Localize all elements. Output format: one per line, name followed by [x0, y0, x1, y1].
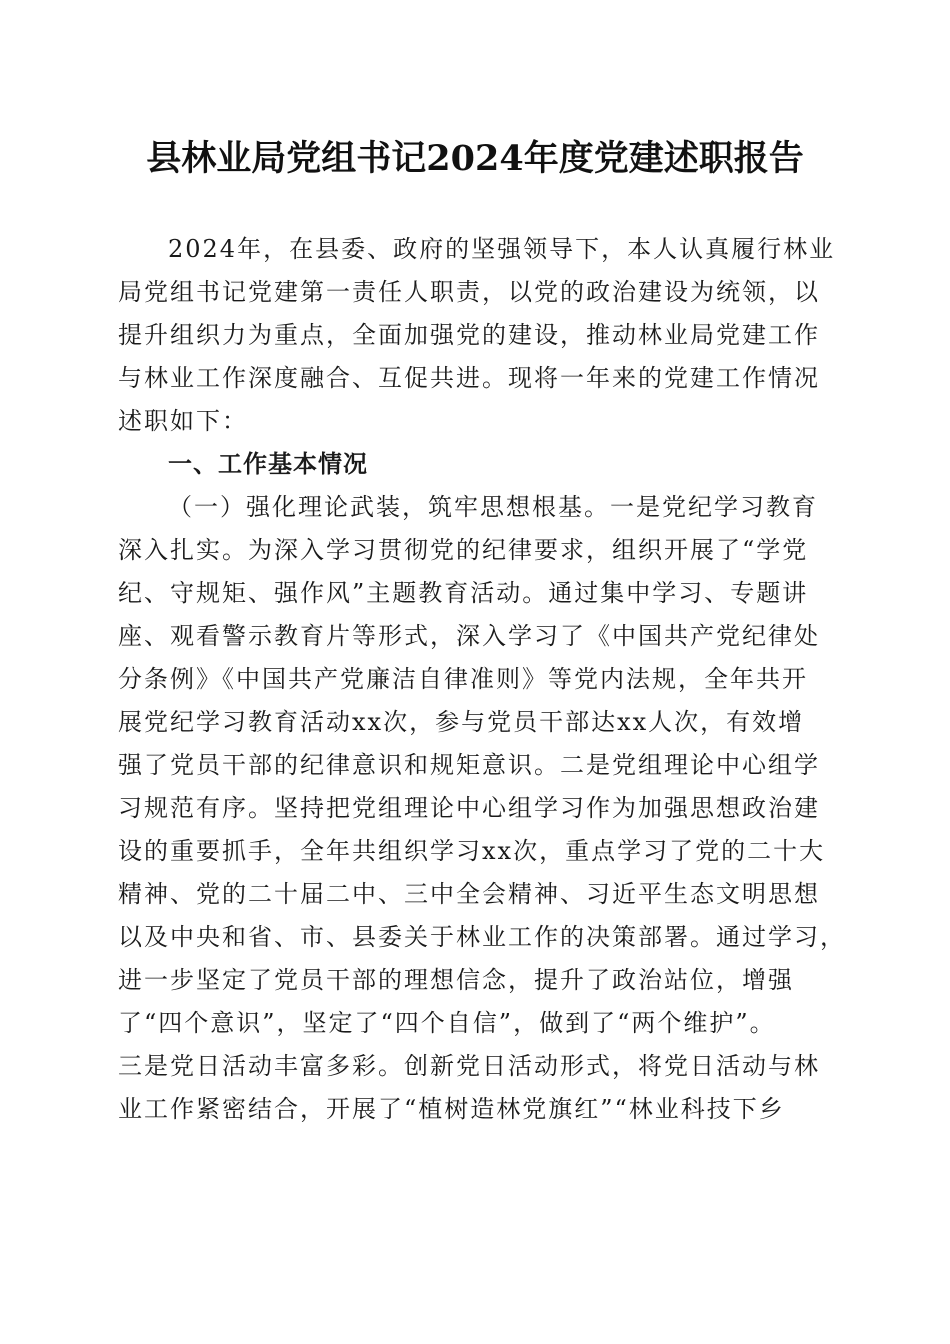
paragraph-line: 业工作紧密结合，开展了“植树造林党旗红”“林业科技下乡 [118, 1095, 785, 1123]
paragraph-line: 进一步坚定了党员干部的理想信念，提升了政治站位，增强 [118, 966, 794, 994]
section-heading: 一、工作基本情况 [168, 450, 368, 478]
document-body [118, 228, 846, 1131]
paragraph-line: 座、观看警示教育片等形式，深入学习了《中国共产党纪律处 [118, 622, 820, 650]
paragraph-line: 述职如下： [118, 407, 248, 435]
paragraph-line: 精神、党的二十届二中、三中全会精神、习近平生态文明思想 [118, 880, 820, 908]
paragraph-line: 2024年，在县委、政府的坚强领导下，本人认真履行林业 [168, 235, 836, 263]
paragraph-line: 设的重要抓手，全年共组织学习xx次，重点学习了党的二十大 [118, 837, 826, 865]
paragraph-line: 展党纪学习教育活动xx次，参与党员干部达xx人次，有效增 [118, 708, 805, 736]
paragraph-line: 强了党员干部的纪律意识和规矩意识。二是党组理论中心组学 [118, 751, 820, 779]
paragraph-line: 纪、守规矩、强作风”主题教育活动。通过集中学习、专题讲 [118, 579, 809, 607]
paragraph-line: 了“四个意识”，坚定了“四个自信”，做到了“两个维护”。 [118, 1009, 776, 1037]
paragraph-line: 深入扎实。为深入学习贯彻党的纪律要求，组织开展了“学党 [118, 536, 809, 564]
paragraph-line: 局党组书记党建第一责任人职责，以党的政治建设为统领，以 [118, 278, 820, 306]
paragraph-line: 与林业工作深度融合、互促共进。现将一年来的党建工作情况 [118, 364, 820, 392]
paragraph-line: 以及中央和省、市、县委关于林业工作的决策部署。通过学习， [118, 923, 846, 951]
document-title: 县林业局党组书记2024年度党建述职报告 [146, 138, 804, 179]
subsection-heading-line: （一）强化理论武装，筑牢思想根基。一是党纪学习教育 [168, 493, 818, 521]
paragraph-line: 分条例》《中国共产党廉洁自律准则》等党内法规，全年共开 [118, 665, 808, 693]
paragraph-line: 习规范有序。坚持把党组理论中心组学习作为加强思想政治建 [118, 794, 820, 822]
paragraph-line: 提升组织力为重点，全面加强党的建设，推动林业局党建工作 [118, 321, 820, 349]
paragraph-line: 三是党日活动丰富多彩。创新党日活动形式，将党日活动与林 [118, 1052, 820, 1080]
